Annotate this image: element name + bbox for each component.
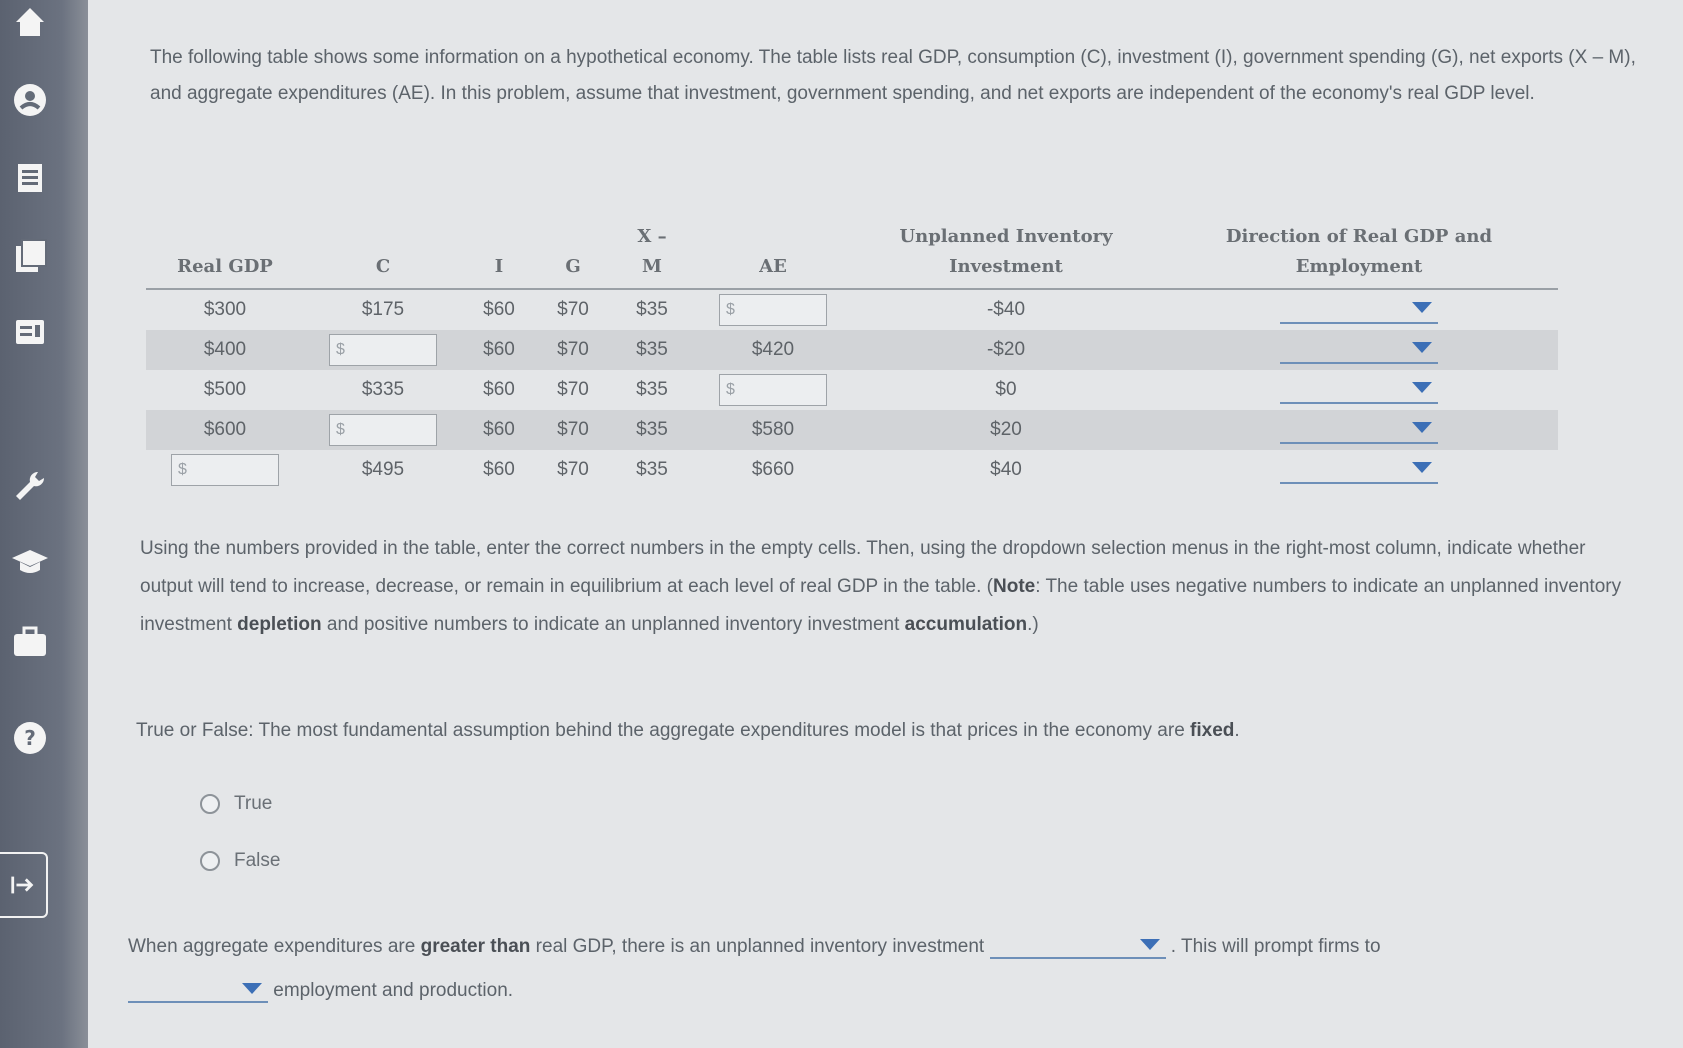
gdp-input[interactable]: $ <box>171 454 279 486</box>
xm-cell: $35 <box>636 459 668 480</box>
unplanned-cell: $20 <box>852 410 1160 450</box>
i-cell: $60 <box>462 410 536 450</box>
direction-cell <box>1160 289 1558 330</box>
xm-cell: $35 <box>636 299 668 320</box>
gdp-cell: $400 <box>146 330 304 370</box>
inventory-dropdown[interactable] <box>990 935 1166 959</box>
svg-text:?: ? <box>24 726 36 750</box>
g-cell: $70 <box>536 410 610 450</box>
c-input[interactable]: $ <box>329 414 437 446</box>
ae-cell: $580 <box>694 410 852 450</box>
radio-true[interactable] <box>200 793 272 815</box>
ae-cell <box>694 289 852 330</box>
g-cell: $70 <box>536 330 610 370</box>
radio-circle-icon[interactable] <box>200 794 220 814</box>
instructions: Using the numbers provided in the table, enter the correct numbers in the empty cells. Then, using the dropdown selection menus in the right-most column, indicate whether output will tend to increase, decrease, or remain in equilibrium at each level of real GDP in the table. (Note: The table uses negative numbers to indicate an unplanned inventory investment depletion and positive numbers to indicate an unplanned inventory investment accumulation.) <box>140 538 1622 635</box>
header-xm: X – M <box>610 222 694 289</box>
table-row <box>146 450 1558 490</box>
c-cell <box>304 410 462 450</box>
ae-input[interactable]: $ <box>719 294 827 326</box>
briefcase-icon[interactable] <box>8 620 52 664</box>
i-cell: $60 <box>483 459 515 480</box>
header-real-gdp: Real GDP <box>146 222 304 289</box>
c-cell: $175 <box>361 299 405 320</box>
direction-dropdown[interactable] <box>1280 296 1438 324</box>
radio-label: False <box>234 850 281 871</box>
i-cell: $60 <box>462 330 536 370</box>
ae-input[interactable]: $ <box>719 374 827 406</box>
chevron-down-icon <box>1412 302 1432 313</box>
direction-dropdown[interactable] <box>1280 416 1438 444</box>
economy-table <box>146 222 1558 490</box>
chevron-down-icon <box>1412 462 1432 473</box>
c-cell <box>304 330 462 370</box>
g-cell: $70 <box>557 379 589 400</box>
direction-dropdown[interactable] <box>1280 376 1438 404</box>
table-row <box>146 410 1558 450</box>
xm-cell: $35 <box>610 410 694 450</box>
unplanned-cell: -$40 <box>986 299 1026 320</box>
radio-circle-icon[interactable] <box>200 851 220 871</box>
xm-cell: $35 <box>610 330 694 370</box>
gdp-cell: $300 <box>203 299 247 320</box>
true-false-question: True or False: The most fundamental assumption behind the aggregate expenditures model is that prices in the economy are fixed. <box>136 720 1240 741</box>
user-icon[interactable] <box>8 78 52 122</box>
book-icon[interactable] <box>8 234 52 278</box>
exit-icon[interactable] <box>0 852 48 918</box>
help-icon[interactable] <box>8 716 52 760</box>
unplanned-cell: $0 <box>995 379 1017 400</box>
ae-cell: $420 <box>694 330 852 370</box>
ae-cell <box>694 370 852 410</box>
header-ae: AE <box>694 222 852 289</box>
table-row <box>146 289 1558 330</box>
xm-cell: $35 <box>636 379 668 400</box>
direction-dropdown[interactable] <box>1280 456 1438 484</box>
gdp-cell: $500 <box>203 379 247 400</box>
c-cell: $335 <box>361 379 405 400</box>
graduation-cap-icon[interactable] <box>8 540 52 584</box>
gradebook-icon[interactable] <box>8 310 52 354</box>
table-row <box>146 330 1558 370</box>
gdp-cell <box>146 450 304 490</box>
firms-action-dropdown[interactable] <box>128 979 268 1003</box>
main-content <box>88 0 1683 1048</box>
direction-dropdown[interactable] <box>1280 336 1438 364</box>
radio-label: True <box>234 793 273 814</box>
direction-cell <box>1160 330 1558 370</box>
unplanned-cell: $40 <box>990 459 1022 480</box>
radio-false[interactable] <box>200 850 280 872</box>
c-cell: $495 <box>361 459 405 480</box>
table-row <box>146 370 1558 410</box>
i-cell: $60 <box>483 299 515 320</box>
wrench-icon[interactable] <box>8 464 52 508</box>
fill-in-question: When aggregate expenditures are greater than real GDP, there is an unplanned inventory investment . This will prompt firms to employment and production. <box>128 936 1381 1001</box>
chevron-down-icon <box>1140 939 1160 950</box>
header-g: G <box>536 222 610 289</box>
direction-cell <box>1160 450 1558 490</box>
header-unplanned-inventory: Unplanned Inventory Investment <box>852 222 1160 289</box>
unplanned-cell: -$20 <box>852 330 1160 370</box>
gdp-cell: $600 <box>146 410 304 450</box>
header-i: I <box>462 222 536 289</box>
ae-cell: $660 <box>751 459 795 480</box>
c-input[interactable]: $ <box>329 334 437 366</box>
sidebar <box>0 0 88 1048</box>
g-cell: $70 <box>557 459 589 480</box>
chevron-down-icon <box>242 983 262 994</box>
home-icon[interactable] <box>8 0 52 44</box>
g-cell: $70 <box>557 299 589 320</box>
chevron-down-icon <box>1412 382 1432 393</box>
intro-text: The following table shows some information on a hypothetical economy. The table lists real GDP, consumption (C), investment (I), government spending (G), net exports (X – M), and aggregate expenditures (AE). In this problem, assume that investment, government spending, and net exports are independent of the economy's real GDP level. <box>150 47 1636 104</box>
i-cell: $60 <box>483 379 515 400</box>
direction-cell <box>1160 370 1558 410</box>
header-direction: Direction of Real GDP and Employment <box>1160 222 1558 289</box>
document-icon[interactable] <box>8 156 52 200</box>
chevron-down-icon <box>1412 422 1432 433</box>
header-c: C <box>304 222 462 289</box>
direction-cell <box>1160 410 1558 450</box>
chevron-down-icon <box>1412 342 1432 353</box>
